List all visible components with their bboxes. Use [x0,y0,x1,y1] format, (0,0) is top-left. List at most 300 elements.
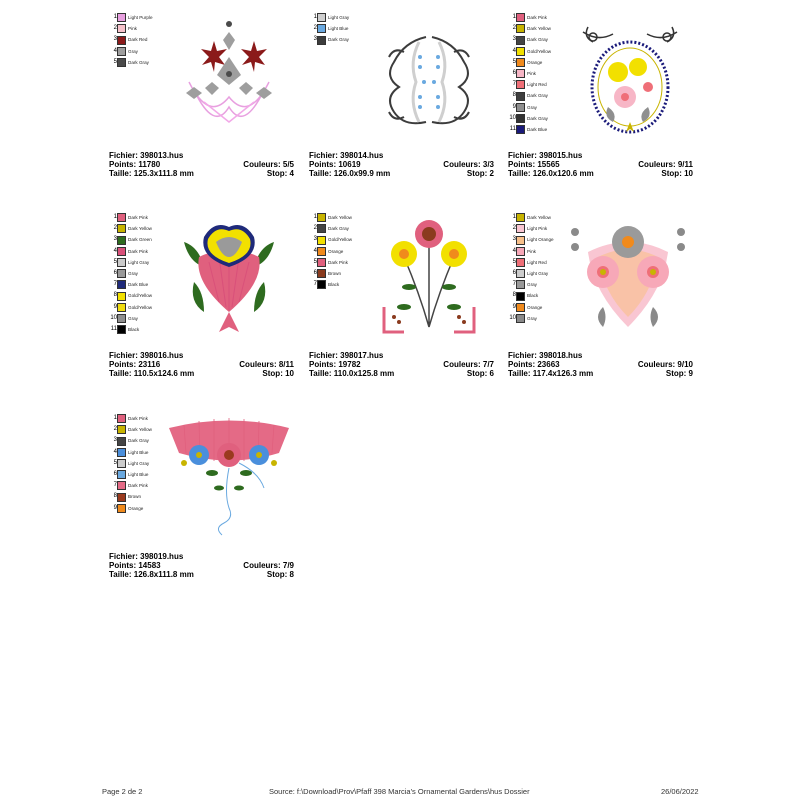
colors-value: 9/11 [677,159,693,169]
file-label: Fichier: [508,151,537,160]
color-row [309,234,369,245]
color-swatch [516,58,525,67]
color-swatch [117,448,126,457]
color-number: 3 [512,236,516,243]
size-label: Taille: [309,368,332,378]
color-row [508,268,568,279]
color-swatch [117,36,126,45]
color-name: Light Gray [128,460,150,466]
file-name: 398018.hus [539,351,583,360]
color-name: Light Red [527,82,547,88]
color-number: 9 [512,303,516,310]
color-swatch [516,213,525,222]
color-swatch [516,314,525,323]
color-row [109,212,169,223]
size-value: 117.4x126.3 mm [532,368,594,378]
color-row [508,246,568,257]
color-row [508,34,568,45]
color-row [309,12,369,23]
size-value: 126.8x111.8 mm [133,569,194,579]
color-number: 7 [512,281,516,288]
size-label: Taille: [109,569,132,579]
color-name: Dark Blue [128,282,149,288]
color-row [109,480,169,491]
color-row [508,290,568,301]
size-value: 110.0x125.8 mm [333,368,395,378]
color-number: 1 [113,214,117,220]
file-name: 398013.hus [140,151,184,160]
points-value: 14583 [138,560,161,570]
stop-label: Stop: [466,368,488,378]
stop-value: 8 [289,569,294,579]
file-label: Fichier: [109,552,138,561]
design-card-398015 [508,12,693,197]
color-number: 5 [113,58,117,65]
file-label: Fichier: [309,151,338,160]
color-number: 6 [113,470,117,477]
design-info [309,152,494,179]
color-row [508,46,568,57]
color-number: 2 [512,25,516,32]
stop-label: Stop: [266,168,288,178]
size-line [508,170,693,179]
color-row [109,23,169,34]
color-swatch [117,325,126,334]
size-line [109,571,294,580]
color-row [309,212,369,223]
color-name: Orange [328,248,344,254]
color-number: 7 [113,281,117,288]
color-number: 8 [113,493,117,500]
colors-value: 8/11 [278,359,294,369]
embroidery-preview [563,12,693,142]
color-number: 2 [113,426,117,433]
colors-label: Couleurs: [637,359,676,369]
color-row [109,469,169,480]
color-row [109,424,169,435]
color-name: Gold/Yellow [128,304,153,310]
color-row [508,313,568,324]
color-number: 3 [313,236,317,243]
color-name: Brown [128,494,142,500]
color-row [109,279,169,290]
file-name: 398015.hus [539,151,583,160]
color-number: 8 [512,92,516,99]
color-row [109,257,169,268]
color-number: 11 [509,125,516,132]
colors-value: 9/10 [677,359,693,369]
color-row [109,503,169,514]
color-swatch [516,69,525,78]
embroidery-preview [563,212,693,342]
color-number: 7 [313,281,317,288]
color-name: Dark Gray [527,37,548,43]
points-label: Points: [309,359,337,369]
color-swatch [516,13,525,22]
color-name: Black [527,293,539,299]
size-line [309,170,494,179]
design-card-398018 [508,212,693,397]
color-name: Light Gray [128,259,150,265]
color-swatch [317,269,326,278]
color-swatch [117,213,126,222]
color-name: Dark Gray [128,59,149,65]
color-name: Gray [128,48,138,54]
colors-label: Couleurs: [243,159,281,169]
color-swatch [516,47,525,56]
color-number: 11 [110,325,117,332]
color-name: Gold/Yellow [527,48,552,54]
color-name: Dark Pink [527,15,547,20]
color-name: Light Red [527,259,547,265]
colors-label: Couleurs: [638,159,676,169]
color-list [109,413,169,514]
color-swatch [317,224,326,233]
file-name: 398019.hus [140,552,184,561]
color-number: 3 [113,437,117,444]
color-swatch [117,425,126,434]
color-name: Dark Red [128,37,148,43]
color-name: Light Blue [128,449,149,455]
file-label: Fichier: [309,351,338,360]
stop-label: Stop: [661,168,682,178]
color-row [508,102,568,113]
stop-value: 2 [489,168,494,178]
file-label: Fichier: [109,151,138,160]
color-name: Dark Pink [128,248,148,254]
size-label: Taille: [508,368,531,378]
color-row [109,57,169,68]
color-swatch [117,481,126,490]
color-swatch [117,504,126,513]
color-row [109,46,169,57]
size-label: Taille: [508,168,531,178]
design-card-398017 [309,212,494,397]
stop-value: 10 [285,368,294,378]
design-info [508,152,693,179]
color-row [508,57,568,68]
color-name: Orange [128,505,144,511]
color-row [109,458,169,469]
size-line [508,370,693,379]
color-swatch [317,236,326,245]
color-number: 5 [512,258,516,265]
color-name: Light Gray [328,15,350,20]
color-row [508,302,568,313]
color-number: 1 [113,14,117,20]
color-number: 4 [113,247,117,254]
stop-value: 4 [289,168,294,178]
color-number: 3 [512,36,516,43]
color-number: 1 [313,14,317,20]
color-number: 3 [113,236,117,243]
color-swatch [516,236,525,245]
points-label: Points: [109,159,137,169]
color-swatch [117,258,126,267]
color-number: 4 [512,247,516,254]
color-swatch [117,292,126,301]
color-number: 9 [512,103,516,110]
page-number: Page 2 de 2 [102,787,143,796]
color-name: Gold/Yellow [328,237,353,243]
color-name: Dark Yellow [128,226,153,232]
color-row [309,34,369,45]
color-name: Dark Gray [527,115,548,121]
color-number: 6 [512,269,516,276]
design-info [309,352,494,379]
size-label: Taille: [109,368,132,378]
color-swatch [516,292,525,301]
color-number: 8 [113,292,117,299]
color-swatch [317,247,326,256]
color-swatch [317,280,326,289]
color-swatch [516,92,525,101]
color-name: Black [328,282,340,288]
color-swatch [117,13,126,22]
color-name: Dark Pink [128,215,148,220]
source-path: Source: f:\Download\Prov\Pfaff 398 Marcia's Ornamental Gardens\hus Dossier [269,787,530,796]
color-name: Dark Pink [128,483,148,489]
points-value: 23116 [138,359,161,369]
color-list [309,12,369,46]
size-line [309,370,494,379]
color-name: Light Pink [527,226,548,232]
color-name: Light Gray [527,270,549,276]
size-line [109,370,294,379]
design-card-398019 [109,413,294,598]
color-list [508,212,568,324]
color-name: Dark Blue [527,126,548,132]
colors-value: 3/3 [482,159,494,169]
embroidery-preview [364,212,494,342]
color-number: 2 [512,225,516,232]
color-name: Pink [527,248,536,254]
color-row [508,12,568,23]
size-value: 125.3x111.8 mm [133,168,194,178]
file-name: 398016.hus [140,351,184,360]
color-row [109,223,169,234]
color-name: Dark Pink [128,416,148,421]
color-name: Dark Gray [328,226,349,232]
color-row [309,268,369,279]
color-swatch [117,24,126,33]
color-number: 6 [113,269,117,276]
size-label: Taille: [109,168,132,178]
color-number: 3 [113,36,117,43]
design-info [109,152,294,179]
color-row [309,23,369,34]
size-label: Taille: [309,168,332,178]
color-row [109,234,169,245]
color-row [109,435,169,446]
color-number: 2 [313,25,317,32]
color-swatch [117,303,126,312]
color-swatch [516,224,525,233]
design-card-398014 [309,12,494,197]
color-number: 8 [512,292,516,299]
color-name: Gray [128,270,138,276]
size-value: 126.0x99.9 mm [333,168,391,178]
size-value: 126.0x120.6 mm [532,168,594,178]
color-row [109,447,169,458]
color-row [109,12,169,23]
color-row [309,279,369,290]
color-list [109,12,169,68]
color-row [109,324,169,335]
color-name: Dark Gray [128,438,149,444]
color-swatch [317,36,326,45]
color-swatch [317,213,326,222]
stop-value: 10 [684,168,693,178]
design-card-398016 [109,212,294,397]
color-number: 4 [113,47,117,54]
color-row [508,212,568,223]
color-number: 1 [113,415,117,421]
colors-value: 7/7 [482,359,494,369]
color-swatch [117,269,126,278]
color-number: 2 [113,25,117,32]
color-swatch [516,247,525,256]
stop-value: 9 [688,368,693,378]
points-label: Points: [508,359,536,369]
color-swatch [516,24,525,33]
color-name: Dark Yellow [128,427,153,433]
file-name: 398014.hus [340,151,384,160]
design-info [109,553,294,580]
size-line [109,170,294,179]
color-row [309,257,369,268]
color-swatch [117,314,126,323]
color-number: 10 [110,314,117,321]
points-label: Points: [309,159,337,169]
colors-value: 7/9 [282,560,294,570]
color-number: 9 [113,303,117,310]
color-number: 6 [512,69,516,76]
stop-value: 6 [489,368,494,378]
stop-label: Stop: [665,368,687,378]
stop-label: Stop: [466,168,488,178]
colors-label: Couleurs: [243,560,281,570]
color-row [508,257,568,268]
color-row [109,313,169,324]
color-name: Gray [527,104,537,110]
design-info [109,352,294,379]
color-row [508,68,568,79]
color-swatch [516,258,525,267]
colors-label: Couleurs: [239,359,277,369]
color-swatch [516,36,525,45]
color-list [109,212,169,335]
color-number: 2 [113,225,117,232]
color-number: 7 [512,81,516,88]
color-row [109,302,169,313]
color-name: Light Blue [328,26,349,32]
color-name: Light Orange [527,237,554,243]
color-row [309,246,369,257]
color-row [109,268,169,279]
color-swatch [317,24,326,33]
color-name: Gold/Yellow [128,293,153,299]
design-info [508,352,693,379]
color-name: Orange [527,304,543,310]
color-swatch [516,114,525,123]
color-name: Black [128,326,140,332]
color-name: Dark Pink [328,259,348,265]
colors-value: 5/5 [282,159,294,169]
color-number: 1 [512,14,516,20]
color-row [109,290,169,301]
color-swatch [117,47,126,56]
color-name: Pink [527,70,536,76]
color-name: Dark Green [128,237,152,243]
color-name: Dark Yellow [527,215,552,220]
color-number: 5 [313,258,317,265]
color-swatch [317,13,326,22]
color-name: Gray [527,315,537,321]
color-number: 5 [113,459,117,466]
file-name: 398017.hus [340,351,384,360]
color-number: 6 [313,269,317,276]
colors-label: Couleurs: [443,159,481,169]
color-row [508,234,568,245]
points-value: 19782 [338,359,361,369]
color-swatch [516,103,525,112]
embroidery-preview [364,12,494,142]
color-row [508,23,568,34]
file-label: Fichier: [109,351,138,360]
embroidery-preview [164,12,294,142]
points-value: 11780 [138,159,161,169]
color-list [309,212,369,290]
color-number: 1 [313,214,317,220]
color-swatch [516,280,525,289]
color-number: 4 [113,448,117,455]
color-swatch [117,437,126,446]
color-number: 5 [512,58,516,65]
color-swatch [516,303,525,312]
color-name: Gray [128,315,138,321]
print-date: 26/06/2022 [661,787,699,796]
points-value: 10619 [338,159,361,169]
color-row [508,223,568,234]
color-swatch [117,414,126,423]
color-swatch [117,236,126,245]
color-row [508,90,568,101]
color-name: Dark Yellow [328,215,353,220]
color-name: Dark Gray [527,93,548,99]
embroidery-preview [164,413,294,543]
color-row [508,124,568,135]
stop-label: Stop: [266,569,288,579]
design-card-398013 [109,12,294,197]
color-row [109,491,169,502]
color-name: Dark Gray [328,37,349,43]
color-name: Light Purple [128,15,153,20]
points-label: Points: [109,359,137,369]
colors-label: Couleurs: [443,359,481,369]
color-swatch [516,125,525,134]
color-swatch [117,459,126,468]
color-swatch [117,247,126,256]
color-name: Orange [527,59,543,65]
color-number: 4 [512,47,516,54]
file-label: Fichier: [508,351,537,360]
color-number: 2 [313,225,317,232]
size-value: 110.5x124.6 mm [133,368,195,378]
color-number: 10 [509,314,516,321]
points-value: 23663 [537,359,560,369]
color-swatch [117,493,126,502]
